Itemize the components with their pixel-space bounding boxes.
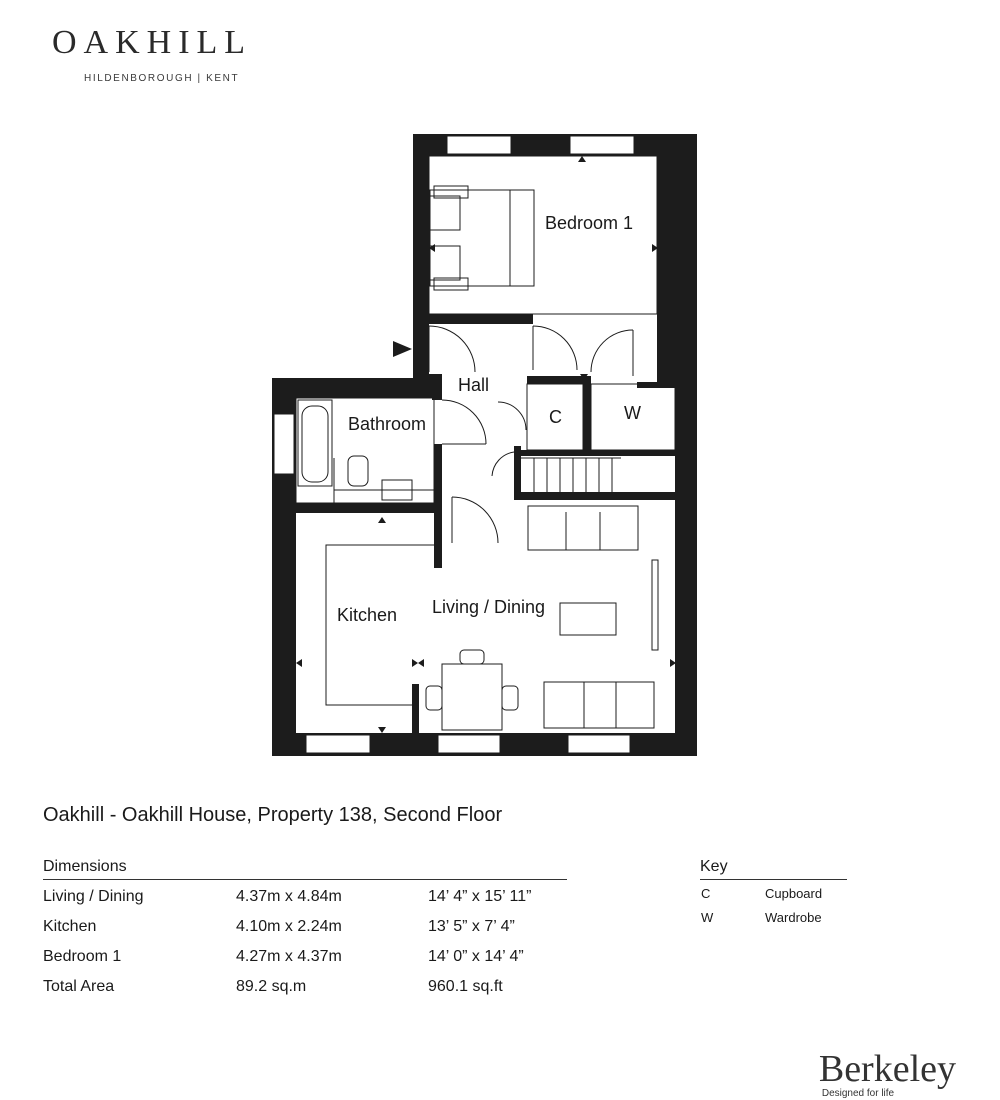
dimension-row — [43, 940, 567, 970]
dimension-room: Bedroom 1 — [43, 948, 122, 965]
dimensions-heading: Dimensions — [43, 858, 567, 880]
doors — [429, 326, 633, 543]
key-code: W — [701, 910, 714, 925]
label-hall: Hall — [458, 375, 490, 395]
key-meaning: Cupboard — [765, 886, 823, 901]
dimension-metric: 4.27m x 4.37m — [236, 948, 342, 965]
dimension-imperial: 14’ 0” x 14’ 4” — [428, 948, 524, 965]
dimension-metric: 4.10m x 2.24m — [236, 918, 342, 935]
brand-name: OAKHILL — [52, 24, 253, 61]
key-heading: Key — [700, 858, 847, 880]
key-code: C — [701, 886, 711, 901]
dimensions-table — [43, 858, 567, 1000]
label-bathroom: Bathroom — [348, 414, 427, 434]
brand-location: HILDENBOROUGH | KENT — [84, 73, 240, 84]
label-wardrobe: W — [624, 403, 641, 423]
entrance-arrow-icon — [393, 341, 412, 357]
dimension-row — [43, 970, 567, 1000]
key-item — [700, 880, 847, 904]
label-cupboard: C — [549, 407, 562, 427]
key-item — [700, 904, 847, 928]
dimension-room: Kitchen — [43, 918, 97, 935]
key-meaning: Wardrobe — [765, 910, 822, 925]
key-legend — [700, 858, 847, 928]
dimension-room: Living / Dining — [43, 888, 144, 905]
dimension-room: Total Area — [43, 978, 115, 995]
label-bedroom: Bedroom 1 — [545, 213, 634, 233]
dimension-imperial: 14’ 4” x 15’ 11” — [428, 888, 532, 905]
dimension-metric: 89.2 sq.m — [236, 978, 307, 995]
dimension-metric: 4.37m x 4.84m — [236, 888, 342, 905]
label-living-dining: Living / Dining — [432, 597, 546, 617]
developer-logo — [819, 1050, 956, 1099]
exterior-walls — [272, 134, 697, 756]
dimension-row — [43, 880, 567, 910]
label-kitchen: Kitchen — [337, 605, 398, 625]
property-title: Oakhill - Oakhill House, Property 138, Second Floor — [43, 804, 503, 826]
dimension-row — [43, 910, 567, 940]
developer-tagline: Designed for life — [821, 1088, 895, 1099]
developer-name: Berkeley — [818, 1048, 956, 1090]
dimension-imperial: 960.1 sq.ft — [428, 978, 503, 995]
dimension-imperial: 13’ 5” x 7’ 4” — [428, 918, 515, 935]
